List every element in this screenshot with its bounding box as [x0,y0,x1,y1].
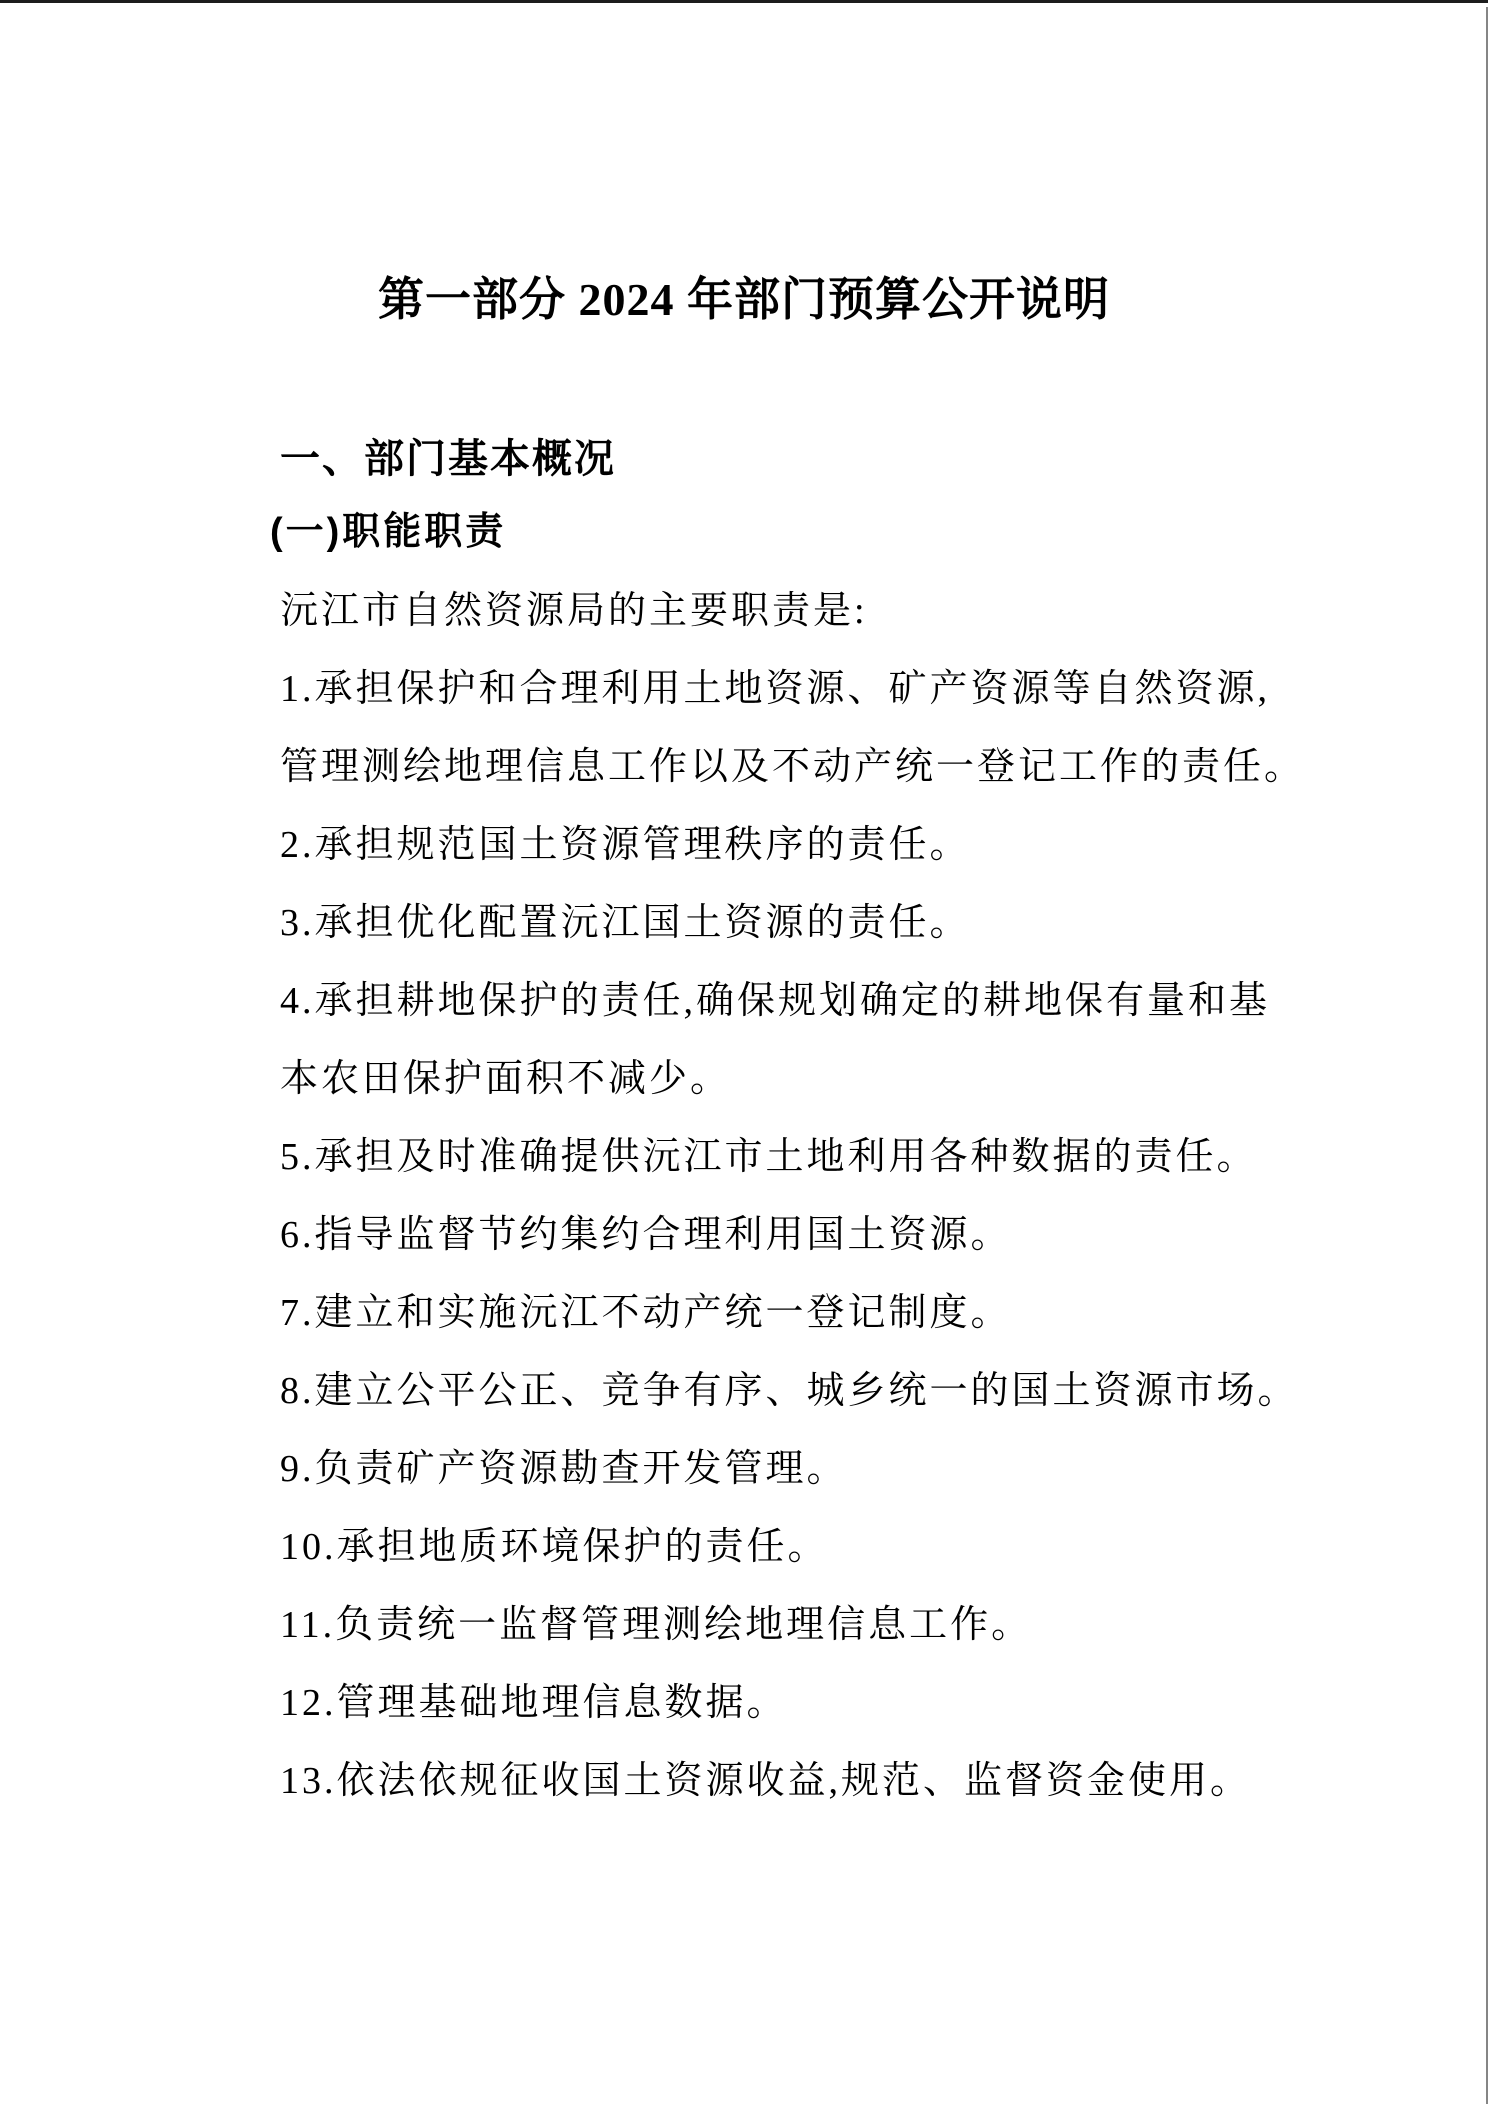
text-line: 5.承担及时准确提供沅江市土地利用各种数据的责任。 [280,1136,1258,1178]
text-line: 本农田保护面积不减少。 [280,1058,732,1100]
text-line: 4.承担耕地保护的责任,确保规划确定的耕地保有量和基 [280,980,1271,1022]
text-line: 2.承担规范国土资源管理秩序的责任。 [280,824,971,866]
document-title: 第一部分 2024 年部门预算公开说明 [378,274,1110,325]
text-line: 9.负责矿产资源勘查开发管理。 [280,1448,848,1490]
text-line: 6.指导监督节约集约合理利用国土资源。 [280,1214,1012,1256]
text-line: 1.承担保护和合理利用土地资源、矿产资源等自然资源, [280,668,1271,710]
text-line: 管理测绘地理信息工作以及不动产统一登记工作的责任。 [280,746,1306,788]
text-line: 12.管理基础地理信息数据。 [280,1682,788,1724]
text-line: 3.承担优化配置沅江国土资源的责任。 [280,902,971,944]
text-line: 13.依法依规征收国土资源收益,规范、监督资金使用。 [280,1760,1252,1802]
section-heading: 一、部门基本概况 [280,437,616,481]
page-top-border [0,0,1488,3]
subsection-heading: (一)职能职责 [270,511,507,553]
text-line: 10.承担地质环境保护的责任。 [280,1526,829,1568]
text-line: 11.负责统一监督管理测绘地理信息工作。 [280,1604,1033,1646]
text-line: 8.建立公平公正、竞争有序、城乡统一的国土资源市场。 [280,1370,1299,1412]
text-line: 沅江市自然资源局的主要职责是: [280,590,868,632]
body-text [280,572,1306,1820]
text-line: 7.建立和实施沅江不动产统一登记制度。 [280,1292,1012,1334]
